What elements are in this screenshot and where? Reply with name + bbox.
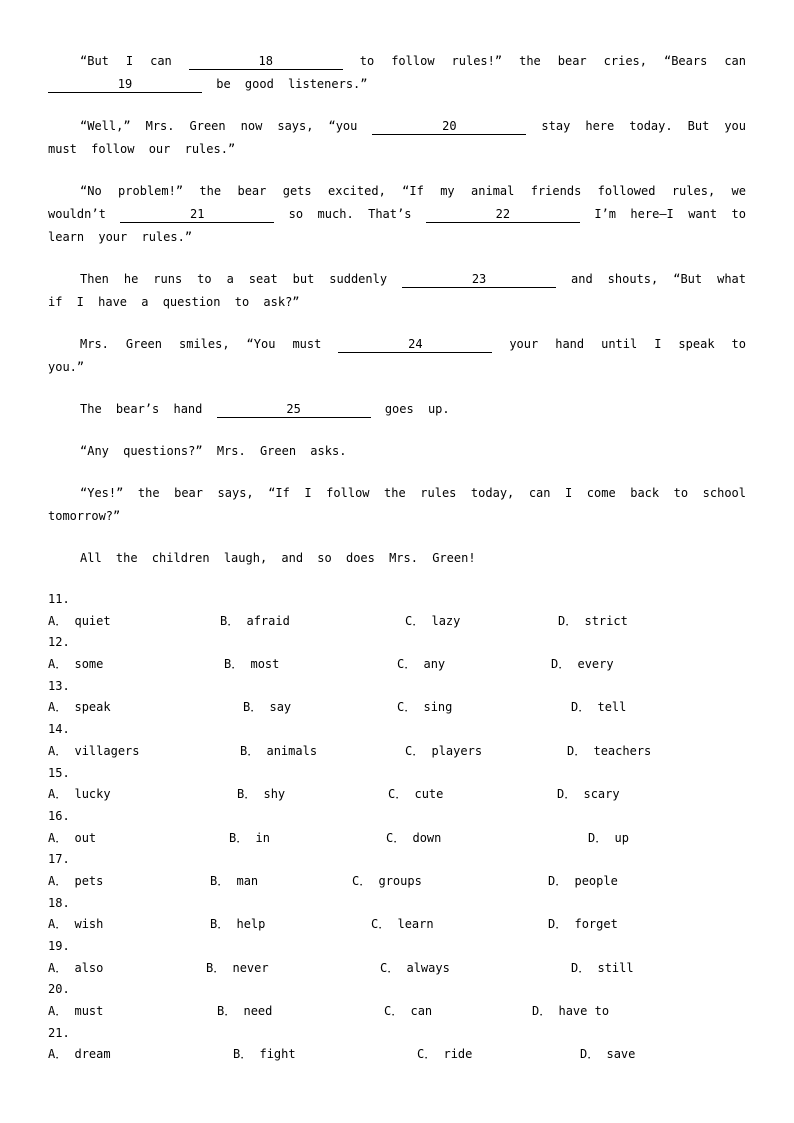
option-text: some (74, 657, 104, 672)
answer-option[interactable] (48, 611, 111, 633)
story-text: so much. That’s (274, 207, 426, 221)
answer-option[interactable] (567, 741, 651, 763)
answer-blank[interactable]: 20 (372, 118, 526, 135)
option-text: lucky (74, 787, 111, 802)
option-letter: A． (48, 1004, 68, 1019)
question-number: 15. (48, 765, 70, 780)
answer-option[interactable] (405, 611, 460, 633)
story-text: Mrs. Green smiles, “You must (80, 337, 339, 351)
option-text: need (243, 1004, 273, 1019)
option-letter: B． (210, 917, 230, 932)
option-letter: C． (405, 613, 425, 628)
option-text: forget (574, 917, 618, 932)
story-text: All the children laugh, and so does Mrs. Green! (80, 551, 476, 565)
worksheet-page (48, 50, 746, 1066)
option-letter: C． (397, 700, 417, 715)
answer-blank[interactable]: 23 (402, 271, 556, 288)
option-letter: B． (206, 960, 226, 975)
option-letter: D． (551, 657, 571, 672)
story-text: The bear’s hand (80, 402, 217, 416)
answer-option[interactable] (48, 871, 103, 893)
option-row (48, 958, 746, 980)
question-number: 18. (48, 895, 70, 910)
question-number: 12. (48, 635, 70, 650)
paragraph-indent (48, 337, 80, 351)
option-text: any (423, 657, 446, 672)
answer-option[interactable] (206, 958, 269, 980)
option-letter: A． (48, 960, 68, 975)
answer-option[interactable] (217, 1001, 272, 1023)
answer-option[interactable] (224, 654, 279, 676)
question-number: 14. (48, 722, 70, 737)
option-text: sing (423, 700, 453, 715)
option-text: wish (74, 917, 104, 932)
answer-blank[interactable]: 25 (217, 401, 371, 418)
option-text: shy (263, 787, 286, 802)
option-text: fight (259, 1047, 296, 1062)
option-letter: D． (548, 873, 568, 888)
option-text: learn (397, 917, 434, 932)
question-number: 21. (48, 1025, 70, 1040)
answer-option[interactable] (397, 697, 452, 719)
option-text: save (606, 1047, 636, 1062)
question-number: 11. (48, 592, 70, 606)
story-text: to follow rules!” the bear cries, “Bears can (342, 54, 746, 68)
answer-option[interactable] (233, 1044, 296, 1066)
option-text: cute (414, 787, 444, 802)
option-text: can (410, 1004, 433, 1019)
answer-blank[interactable]: 21 (120, 206, 274, 223)
option-letter: B． (224, 657, 244, 672)
option-text: ride (443, 1047, 473, 1062)
story-paragraph (48, 482, 746, 528)
answer-option[interactable] (548, 914, 618, 936)
answer-option[interactable] (548, 871, 618, 893)
answer-blank[interactable]: 19 (48, 76, 202, 93)
paragraph-indent (48, 444, 80, 458)
option-letter: B． (210, 873, 230, 888)
option-letter: D． (558, 613, 578, 628)
option-letter: D． (548, 917, 568, 932)
story-text: goes up. (370, 402, 450, 416)
option-text: tell (597, 700, 627, 715)
option-text: animals (266, 743, 318, 758)
option-row (48, 828, 746, 850)
answer-blank[interactable]: 22 (426, 206, 580, 223)
answer-option[interactable] (417, 1044, 472, 1066)
story-text: “Any questions?” Mrs. Green asks. (80, 444, 347, 458)
answer-option[interactable] (380, 958, 450, 980)
option-letter: B． (220, 613, 240, 628)
paragraph-indent (48, 119, 80, 133)
answer-option[interactable] (405, 741, 482, 763)
option-letter: B． (237, 787, 257, 802)
answer-option[interactable] (388, 784, 443, 806)
option-letter: C． (371, 917, 391, 932)
option-text: strict (584, 613, 628, 628)
answer-option[interactable] (580, 1044, 635, 1066)
answer-option[interactable] (48, 654, 103, 676)
answer-option[interactable] (551, 654, 614, 676)
option-text: quiet (74, 613, 111, 628)
option-letter: C． (386, 830, 406, 845)
option-letter: C． (405, 743, 425, 758)
answer-option[interactable] (48, 914, 103, 936)
story-text: be good listeners.” (202, 77, 368, 91)
story-passage (48, 50, 746, 570)
option-row (48, 784, 746, 806)
answer-blank[interactable]: 18 (189, 53, 343, 70)
paragraph-indent (48, 551, 80, 565)
option-row (48, 1001, 746, 1023)
option-text: always (406, 960, 450, 975)
answer-option[interactable] (220, 611, 290, 633)
option-text: in (255, 830, 270, 845)
answer-option[interactable] (210, 914, 265, 936)
option-letter: B． (240, 743, 260, 758)
option-text: never (232, 960, 269, 975)
story-paragraph (48, 180, 746, 249)
option-text: must (74, 1004, 104, 1019)
option-letter: B． (233, 1047, 253, 1062)
answer-option[interactable] (237, 784, 285, 806)
option-text: players (431, 743, 483, 758)
question-number: 20. (48, 982, 70, 997)
option-letter: C． (352, 873, 372, 888)
question-number: 17. (48, 852, 70, 867)
option-letter: C． (384, 1004, 404, 1019)
option-text: people (574, 873, 618, 888)
option-letter: D． (571, 960, 591, 975)
option-row (48, 611, 746, 633)
option-text: most (250, 657, 280, 672)
option-letter: D． (571, 700, 591, 715)
option-letter: B． (217, 1004, 237, 1019)
answer-option[interactable] (397, 654, 445, 676)
option-letter: A． (48, 873, 68, 888)
option-letter: D． (532, 1004, 552, 1019)
option-letter: A． (48, 613, 68, 628)
option-row (48, 914, 746, 936)
option-text: still (597, 960, 634, 975)
option-text: villagers (74, 743, 140, 758)
story-text: your hand until I speak to you.” (48, 337, 746, 374)
option-text: have to (558, 1004, 610, 1019)
option-letter: D． (567, 743, 587, 758)
answer-option[interactable] (240, 741, 317, 763)
answer-option[interactable] (48, 958, 103, 980)
option-text: teachers (593, 743, 652, 758)
answer-option[interactable] (229, 828, 270, 850)
answer-option[interactable] (571, 958, 634, 980)
answer-option[interactable] (352, 871, 422, 893)
option-text: help (236, 917, 266, 932)
paragraph-indent (48, 486, 80, 500)
answer-option[interactable] (48, 697, 111, 719)
option-letter: A． (48, 787, 68, 802)
option-letter: B． (229, 830, 249, 845)
option-letter: A． (48, 1047, 68, 1062)
story-text: “No problem!” the bear gets excited, “If my animal friends followed rules, we wouldn’t (48, 184, 746, 221)
option-text: lazy (431, 613, 461, 628)
option-text: say (269, 700, 292, 715)
answer-option[interactable] (48, 1001, 103, 1023)
story-paragraph (48, 440, 746, 463)
option-text: up (614, 830, 629, 845)
paragraph-indent (48, 184, 80, 198)
answer-option[interactable] (48, 1044, 111, 1066)
answer-option[interactable] (48, 828, 96, 850)
paragraph-indent (48, 402, 80, 416)
answer-option[interactable] (558, 611, 628, 633)
option-text: afraid (246, 613, 290, 628)
story-paragraph (48, 268, 746, 314)
option-letter: A． (48, 830, 68, 845)
option-letter: A． (48, 657, 68, 672)
answer-option[interactable] (371, 914, 434, 936)
story-text: and shouts, “But what if I have a question to ask?” (48, 272, 746, 309)
story-text: Then he runs to a seat but suddenly (80, 272, 403, 286)
option-row (48, 654, 746, 676)
option-row (48, 1044, 746, 1066)
option-text: every (577, 657, 614, 672)
option-text: also (74, 960, 104, 975)
option-row (48, 741, 746, 763)
option-text: down (412, 830, 442, 845)
story-text: “Well,” Mrs. Green now says, “you (80, 119, 373, 133)
option-row (48, 697, 746, 719)
question-number: 13. (48, 678, 70, 693)
option-text: out (74, 830, 97, 845)
option-text: scary (583, 787, 620, 802)
answer-option[interactable] (48, 741, 140, 763)
option-letter: A． (48, 700, 68, 715)
answer-option[interactable] (588, 828, 629, 850)
option-text: speak (74, 700, 111, 715)
paragraph-indent (48, 272, 80, 286)
story-paragraph (48, 547, 746, 570)
answer-option[interactable] (557, 784, 620, 806)
option-letter: B． (243, 700, 263, 715)
option-row (48, 871, 746, 893)
answer-option[interactable] (386, 828, 441, 850)
answer-option[interactable] (532, 1001, 609, 1023)
question-list (48, 589, 746, 1066)
answer-option[interactable] (48, 784, 111, 806)
option-text: dream (74, 1047, 111, 1062)
story-text: “But I can (80, 54, 189, 68)
option-letter: D． (588, 830, 608, 845)
option-letter: D． (580, 1047, 600, 1062)
answer-option[interactable] (210, 871, 258, 893)
story-paragraph (48, 115, 746, 161)
option-text: groups (378, 873, 422, 888)
option-letter: C． (397, 657, 417, 672)
question-number: 19. (48, 939, 70, 953)
option-letter: A． (48, 743, 68, 758)
story-text: “Yes!” the bear says, “If I follow the rules today, can I come back to school tomorrow?” (48, 486, 746, 523)
answer-option[interactable] (384, 1001, 432, 1023)
paragraph-indent (48, 54, 80, 68)
story-paragraph (48, 398, 746, 421)
story-paragraph (48, 333, 746, 379)
story-text: stay here today. But you must follow our rules.” (48, 119, 746, 156)
story-text: I’m here—I want to learn your rules.” (48, 207, 746, 244)
answer-option[interactable] (571, 697, 626, 719)
option-letter: C． (388, 787, 408, 802)
option-letter: D． (557, 787, 577, 802)
option-letter: A． (48, 917, 68, 932)
option-text: man (236, 873, 259, 888)
story-paragraph (48, 50, 746, 96)
option-letter: C． (417, 1047, 437, 1062)
answer-blank[interactable]: 24 (338, 336, 492, 353)
option-letter: C． (380, 960, 400, 975)
answer-option[interactable] (243, 697, 291, 719)
question-number: 16. (48, 808, 70, 823)
option-text: pets (74, 873, 104, 888)
